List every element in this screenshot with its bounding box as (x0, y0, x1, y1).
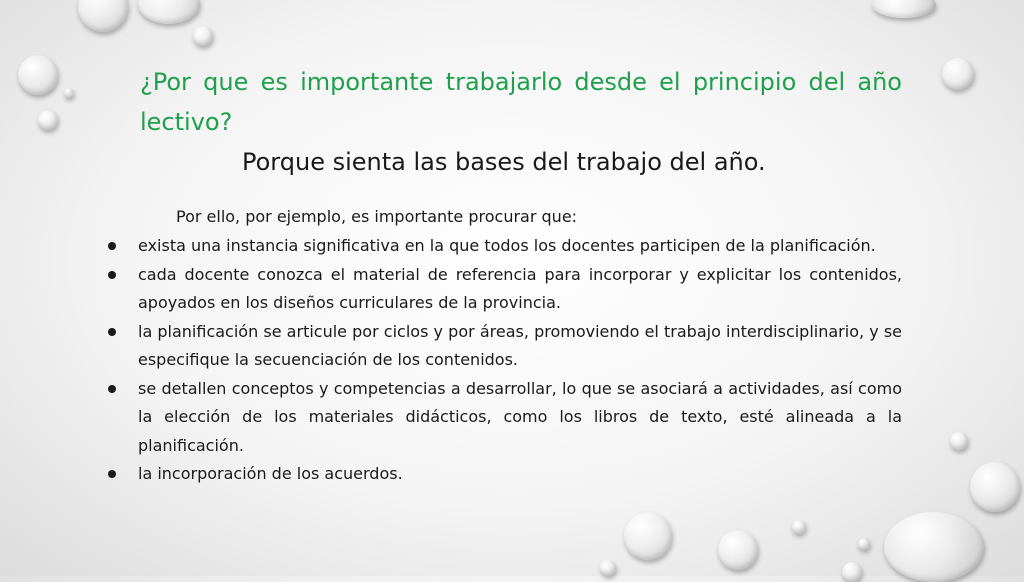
intro-text: Por ello, por ejemplo, es importante procurar que: (176, 207, 578, 226)
water-drop-decoration (884, 512, 984, 582)
list-item (104, 261, 902, 318)
water-drop-decoration (624, 512, 672, 560)
bullet-text: exista una instancia significativa en la que todos los docentes participen de la planificación. (138, 236, 876, 255)
water-drop-decoration (138, 0, 200, 24)
bullet-list (104, 232, 902, 489)
water-drop-decoration (858, 538, 870, 550)
list-item (104, 375, 902, 461)
water-drop-decoration (718, 530, 758, 570)
bullet-icon (108, 328, 116, 336)
bullet-text: cada docente conozca el material de referencia para incorporar y explicitar los contenidos, apoyados en los diseños curriculares de la provincia. (138, 264, 902, 312)
water-drop-decoration (193, 26, 213, 46)
water-drop-decoration (842, 562, 862, 582)
water-drop-decoration (38, 110, 58, 130)
bullet-icon (108, 470, 116, 478)
water-drop-decoration (950, 432, 968, 450)
bullet-icon (108, 385, 116, 393)
list-item (104, 318, 902, 375)
water-drop-decoration (792, 520, 806, 534)
list-item (104, 460, 902, 489)
bullet-text: la incorporación de los acuerdos. (138, 464, 403, 483)
slide-subtitle: Porque sienta las bases del trabajo del año. (242, 148, 766, 176)
bullet-icon (108, 271, 116, 279)
water-drop-decoration (18, 55, 58, 95)
bullet-text: se detallen conceptos y competencias a desarrollar, lo que se asociará a actividades, así como la elección de los materiales didácticos, como los libros de texto, esté alineada a la planificación. (138, 378, 902, 455)
water-drop-decoration (600, 560, 616, 576)
water-drop-decoration (970, 462, 1020, 512)
water-drop-decoration (942, 58, 974, 90)
water-drop-decoration (78, 0, 128, 32)
bullet-text: la planificación se articule por ciclos y por áreas, promoviendo el trabajo interdisciplinario, y se especifique la secuenciación de los contenidos. (138, 321, 902, 369)
bullet-icon (108, 242, 116, 250)
list-item (104, 232, 902, 261)
slide-title: ¿Por que es importante trabajarlo desde el principio del año lectivo? (140, 68, 902, 136)
water-drop-decoration (64, 88, 74, 98)
water-drop-decoration (872, 0, 936, 18)
